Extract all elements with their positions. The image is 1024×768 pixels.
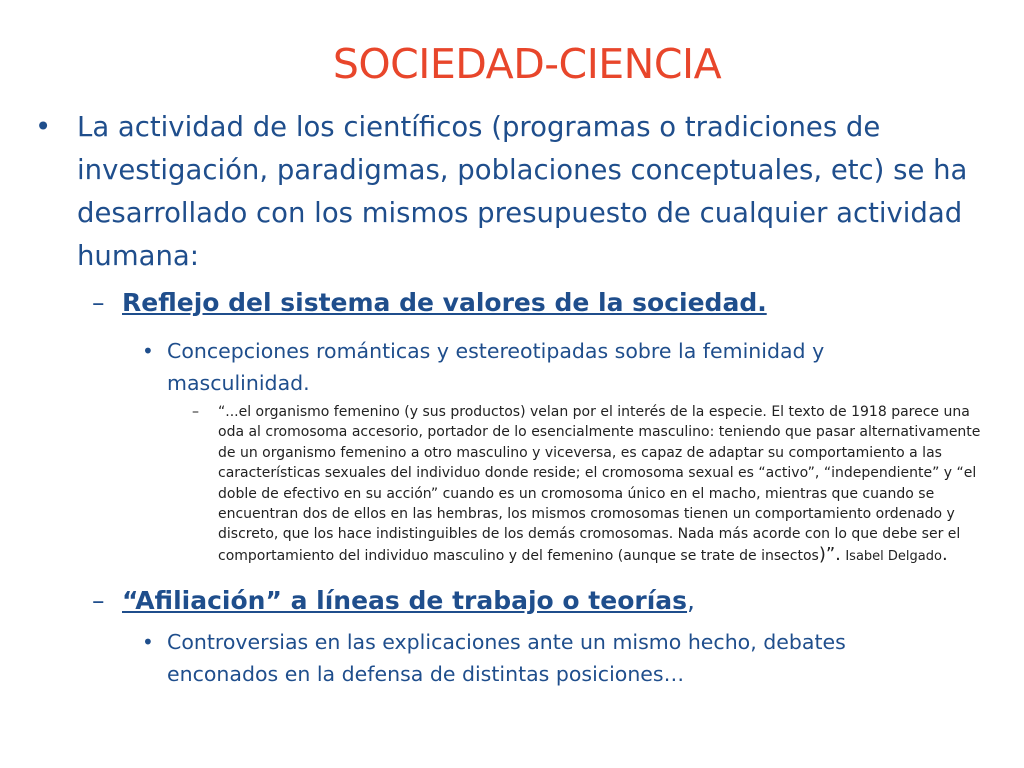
quote-end: .: [941, 543, 948, 565]
bullet-icon: •: [142, 339, 154, 363]
subpoint-heading: “Afiliación” a líneas de trabajo o teorías: [122, 586, 688, 615]
main-bullet-point: [35, 106, 997, 278]
bullet-romantic-conceptions: [142, 335, 947, 399]
quote-close: )”.: [818, 543, 841, 565]
subpoint-values-reflection: [92, 286, 1002, 320]
dash-icon: –: [92, 586, 105, 615]
slide-title: SOCIEDAD-CIENCIA: [332, 40, 722, 88]
quote-text: “...el organismo femenino (y sus productos) velan por el interés de la especie. El texto de 1918 parece una oda al cromosoma accesorio, portador de lo esencialmente masculino: teniendo que pasar alternativamente de un organismo femenino a otro masculino y viceversa, es capaz de adaptar su comportamiento a las características sexuales del individuo donde reside; el cromosoma sexual es “activo”, “independiente” y “el doble de efectivo en su acción” cuando es un cromosoma único en el macho, mientras que cuando se encuentran dos de ellos en las hembras, los mismos cromosomas tienen un comportamiento ordenado y discreto, que los hace indistinguibles de los demás cromosomas. Nada más acorde con lo que debe ser el comportamiento del individuo masculino y del femenino (aunque se trate de insectos: [218, 404, 981, 564]
bullet-text: Controversias en las explicaciones ante un mismo hecho, debates enconados en la defensa de distintas posiciones…: [167, 630, 846, 686]
bullet-icon: •: [142, 630, 154, 654]
subpoint-affiliation: [92, 584, 1002, 618]
dash-icon: –: [92, 288, 105, 317]
subpoint-heading: Reflejo del sistema de valores de la sociedad.: [122, 288, 767, 317]
quote-author: Isabel Delgado: [845, 548, 942, 564]
main-bullet-text: La actividad de los científicos (programas o tradiciones de investigación, paradigmas, poblaciones conceptuales, etc) se ha desarrollado con los mismos presupuesto de cualquier actividad humana:: [77, 111, 968, 272]
dash-icon: –: [192, 404, 199, 420]
bullet-controversies: [142, 626, 947, 690]
bullet-icon: •: [35, 111, 52, 143]
quote-block: [192, 402, 988, 567]
bullet-text: Concepciones románticas y estereotipadas sobre la feminidad y masculinidad.: [167, 339, 825, 395]
subpoint-heading-tail: ,: [687, 586, 695, 615]
